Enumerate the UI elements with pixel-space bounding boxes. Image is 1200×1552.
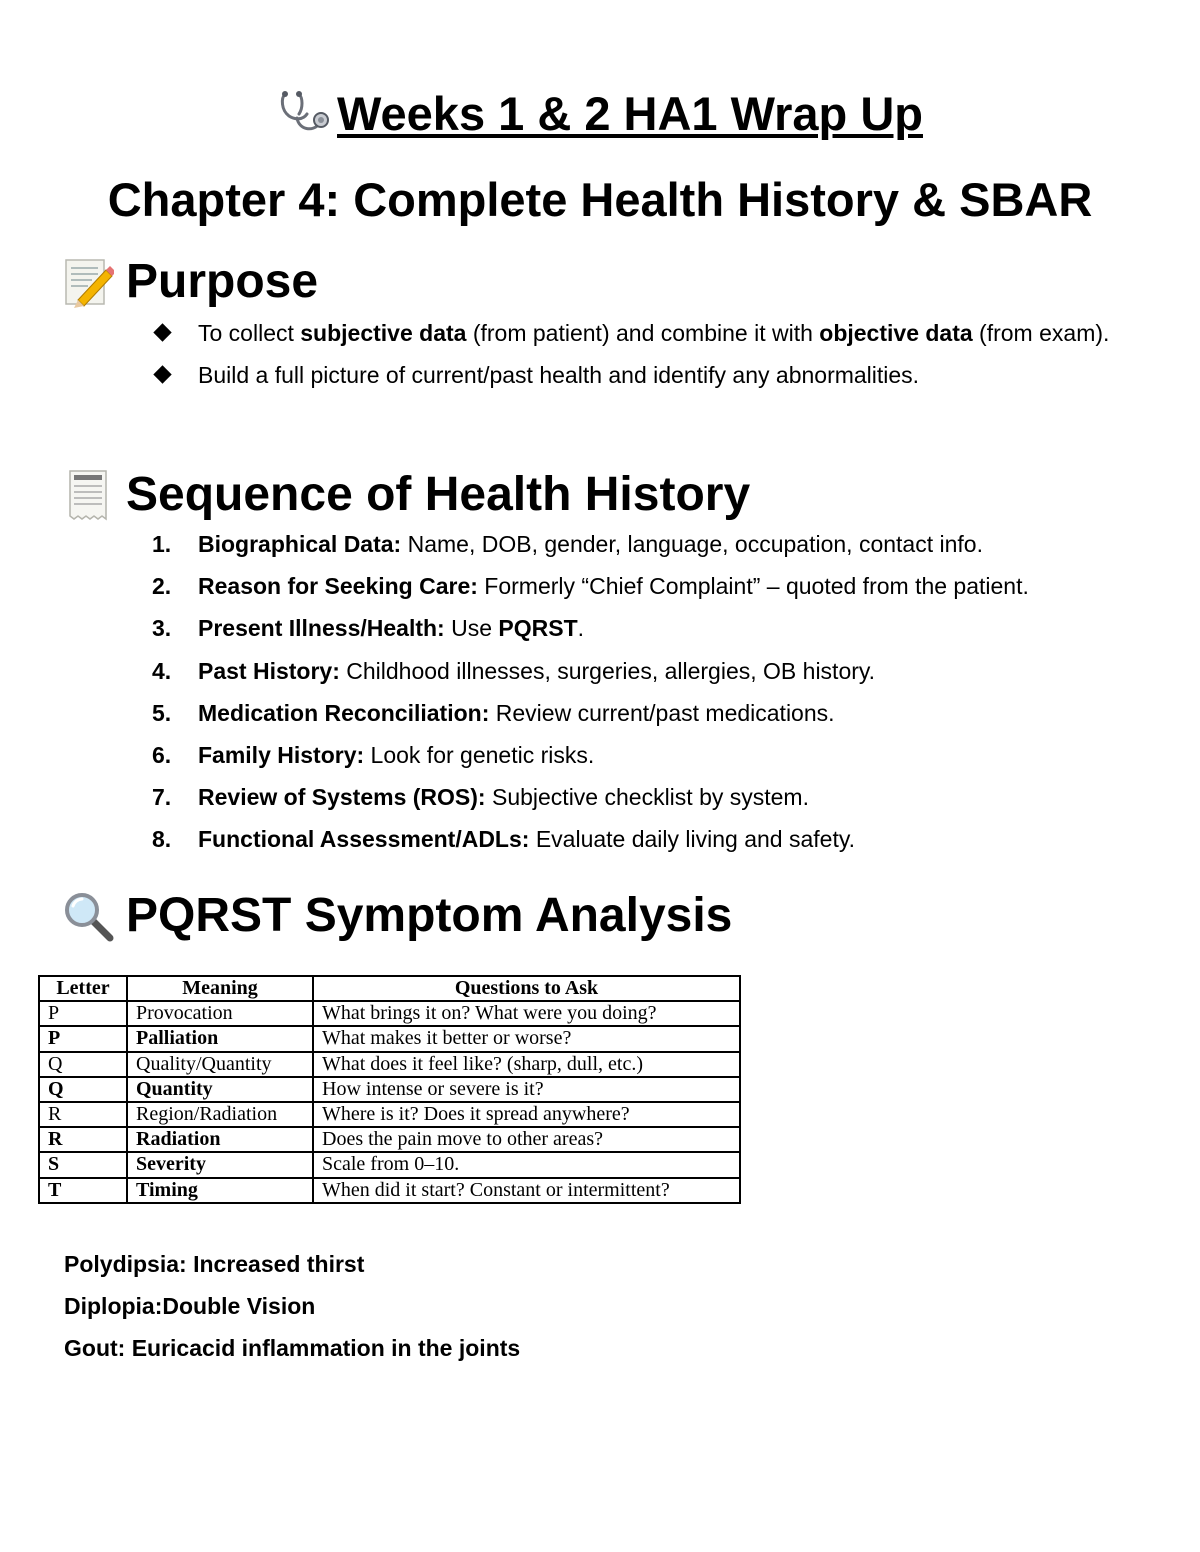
sequence-heading-row [62, 465, 750, 525]
purpose-bullet-2 [154, 354, 1154, 396]
page-title [277, 87, 923, 140]
letter-cell: T [39, 1178, 127, 1203]
letter-cell: S [39, 1152, 127, 1177]
page-title-text: Weeks 1 & 2 HA1 Wrap Up [337, 87, 923, 140]
column-header: Meaning [127, 976, 313, 1001]
question-cell: What makes it better or worse? [313, 1026, 740, 1051]
item-text: Subjective checklist by system. [485, 784, 809, 811]
item-text: Review current/past medications. [489, 699, 835, 726]
question-cell: Scale from 0–10. [313, 1152, 740, 1177]
list-item [152, 818, 1162, 860]
list-item [152, 734, 1162, 776]
column-header: Questions to Ask [313, 976, 740, 1001]
pqrst-heading: PQRST Symptom Analysis [126, 889, 733, 942]
bullet-text: Build a full picture of current/past health and identify any abnormalities. [198, 362, 920, 388]
item-label: Past History: [198, 657, 340, 684]
meaning-cell: Severity [127, 1152, 313, 1177]
letter-cell: Q [39, 1052, 127, 1077]
item-label: Medication Reconciliation: [198, 699, 490, 726]
item-number: 5. [152, 699, 172, 726]
table-row [39, 1026, 740, 1051]
item-text: Childhood illnesses, surgeries, allergies, OB history. [339, 657, 876, 684]
table-row [39, 1127, 740, 1152]
sequence-heading: Sequence of Health History [126, 468, 751, 521]
table-row [39, 1152, 740, 1177]
table-row [39, 1001, 740, 1026]
table-row [39, 1052, 740, 1077]
list-item [152, 523, 1162, 565]
item-number: 6. [152, 742, 172, 769]
item-label: Present Illness/Health: [198, 615, 445, 642]
letter-cell: P [39, 1026, 127, 1051]
bullet-bold-text: objective data [819, 320, 973, 346]
meaning-cell: Quality/Quantity [127, 1052, 313, 1077]
item-number: 1. [152, 531, 172, 557]
purpose-bullet-list [154, 312, 1154, 396]
meaning-cell: Region/Radiation [127, 1102, 313, 1127]
meaning-cell: Radiation [127, 1127, 313, 1152]
list-item [152, 565, 1162, 607]
purpose-heading-row [62, 252, 318, 312]
question-cell: Where is it? Does it spread anywhere? [313, 1102, 740, 1127]
item-label: Functional Assessment/ADLs: [198, 826, 530, 853]
bullet-bold-text: subjective data [300, 320, 467, 346]
magnifying-glass-icon [62, 890, 114, 942]
term-gout: Gout: Euricacid inflammation in the joints [64, 1335, 521, 1361]
bullet-text: (from patient) and combine it with [466, 320, 820, 346]
term-polydipsia: Polydipsia: Increased thirst [64, 1251, 365, 1277]
chapter-title: Chapter 4: Complete Health History & SBAR [107, 173, 1093, 226]
list-item [152, 692, 1162, 734]
question-cell: What does it feel like? (sharp, dull, etc.) [313, 1052, 740, 1077]
sequence-list [152, 523, 1162, 861]
item-text: Use [444, 615, 499, 642]
letter-cell: R [39, 1127, 127, 1152]
item-number: 4. [152, 657, 172, 684]
diamond-bullet-icon [153, 365, 171, 383]
item-number: 8. [152, 826, 172, 853]
item-number: 3. [152, 615, 172, 642]
item-text: Evaluate daily living and safety. [529, 826, 856, 853]
list-item [152, 650, 1162, 692]
meaning-cell: Palliation [127, 1026, 313, 1051]
question-cell: How intense or severe is it? [313, 1077, 740, 1102]
bullet-text: (from exam). [972, 320, 1110, 346]
meaning-cell: Timing [127, 1178, 313, 1203]
diamond-bullet-icon [153, 323, 171, 341]
page-title-row [0, 82, 1200, 146]
letter-cell: P [39, 1001, 127, 1026]
question-cell: Does the pain move to other areas? [313, 1127, 740, 1152]
stethoscope-icon [277, 90, 333, 136]
meaning-cell: Provocation [127, 1001, 313, 1026]
item-bold-text: PQRST [498, 615, 578, 642]
table-header-row [39, 976, 740, 1001]
pqrst-heading-row [62, 886, 732, 946]
item-text: Look for genetic risks. [364, 742, 595, 769]
purpose-bullet-1 [154, 312, 1154, 354]
pqrst-table [38, 975, 741, 1204]
item-text: . [577, 615, 585, 642]
meaning-cell: Quantity [127, 1077, 313, 1102]
column-header: Letter [39, 976, 127, 1001]
term-diplopia: Diplopia:Double Vision [64, 1293, 316, 1319]
question-cell: When did it start? Constant or intermittent? [313, 1178, 740, 1203]
letter-cell: Q [39, 1077, 127, 1102]
item-label: Reason for Seeking Care: [198, 573, 478, 600]
list-item [152, 776, 1162, 818]
item-label: Biographical Data: [198, 531, 402, 557]
purpose-heading: Purpose [126, 255, 319, 308]
item-label: Review of Systems (ROS): [198, 784, 486, 811]
table-row [39, 1102, 740, 1127]
item-number: 2. [152, 573, 172, 600]
letter-cell: R [39, 1102, 127, 1127]
memo-pencil-icon [62, 256, 114, 308]
list-item [152, 607, 1162, 649]
item-number: 7. [152, 784, 172, 811]
question-cell: What brings it on? What were you doing? [313, 1001, 740, 1026]
receipt-icon [62, 469, 114, 521]
table-row [39, 1077, 740, 1102]
item-text: Name, DOB, gender, language, occupation, contact info. [401, 531, 983, 557]
item-text: Formerly “Chief Complaint” – quoted from the patient. [477, 573, 1029, 600]
item-label: Family History: [198, 742, 365, 769]
bullet-text: To collect [198, 320, 301, 346]
terms-list [64, 1243, 520, 1369]
table-row [39, 1178, 740, 1203]
